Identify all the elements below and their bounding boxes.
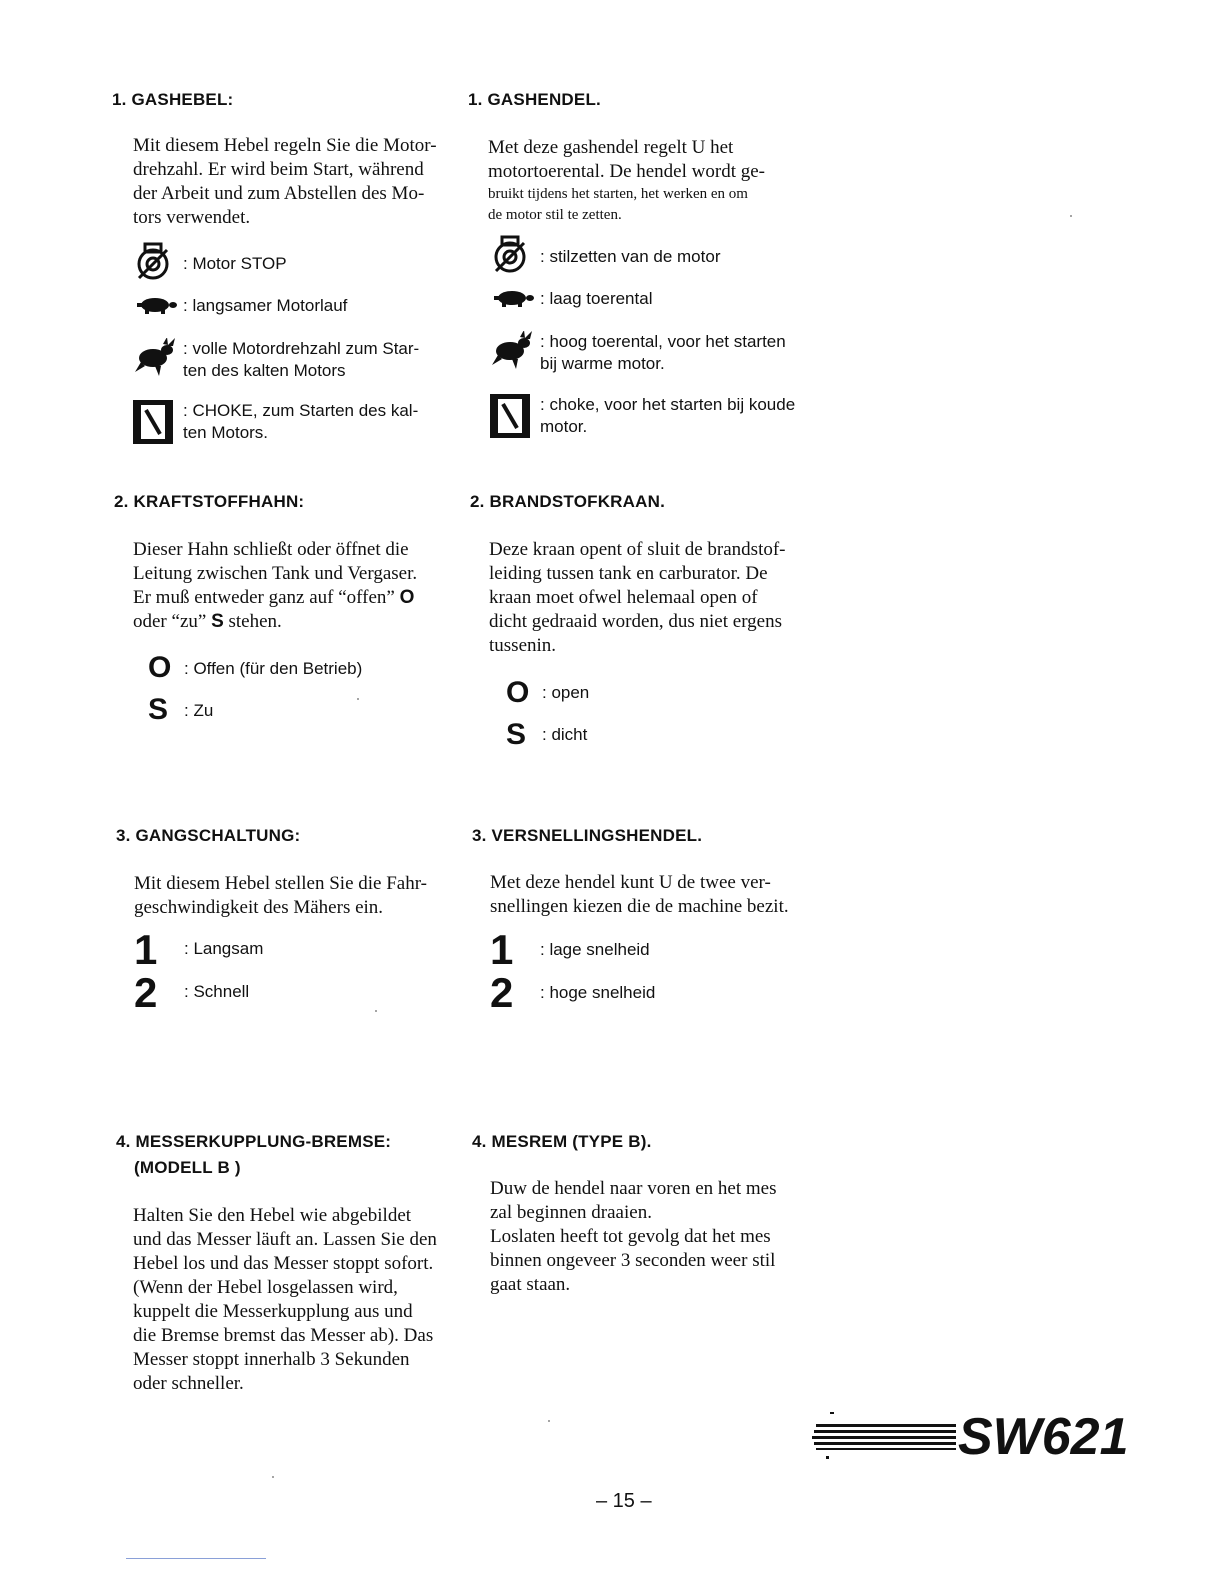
divider-line bbox=[126, 1558, 266, 1559]
text-line: (Wenn der Hebel losgelassen wird, bbox=[133, 1277, 398, 1298]
scan-speck bbox=[357, 698, 359, 700]
legend-item-slow bbox=[133, 295, 347, 317]
legend-text: : stilzetten van de motor bbox=[540, 247, 721, 266]
paragraph-gangschaltung bbox=[134, 872, 444, 920]
text-line: die Bremse bremst das Messer ab). Das bbox=[133, 1325, 434, 1346]
section-heading-gashebel: 1. GASHEBEL: bbox=[112, 90, 234, 109]
paragraph-versnellingshendel bbox=[490, 871, 805, 919]
legend-item-fast bbox=[133, 338, 419, 382]
text-line: tussenin. bbox=[489, 635, 557, 656]
legend-item-closed bbox=[148, 693, 214, 726]
legend-text: : dicht bbox=[542, 725, 588, 744]
legend-text: : laag toerental bbox=[540, 289, 653, 308]
legend-item-motor-stop-nl bbox=[490, 233, 720, 275]
section-heading-gashendel: 1. GASHENDEL. bbox=[468, 90, 601, 109]
open-glyph: O bbox=[148, 651, 172, 684]
legend-text: : Schnell bbox=[184, 982, 250, 1001]
legend-item-open bbox=[148, 651, 363, 684]
scan-speck bbox=[272, 1476, 274, 1478]
text-line: und das Messer läuft an. Lassen Sie den bbox=[133, 1229, 437, 1250]
text-line: kraan moet ofwel helemaal open of bbox=[489, 587, 758, 608]
open-glyph: O bbox=[506, 676, 530, 709]
inline-s-glyph: S bbox=[211, 611, 224, 632]
scan-speck bbox=[375, 1010, 377, 1012]
gear-1-glyph: 1 bbox=[134, 926, 158, 973]
section-heading-mesrem: 4. MESREM (TYPE B). bbox=[472, 1132, 652, 1151]
text-line: bruikt tijdens het starten, het werken en om bbox=[488, 186, 748, 202]
section-subheading-modell-b: (MODELL B ) bbox=[134, 1158, 241, 1177]
legend-text: : langsamer Motorlauf bbox=[183, 296, 348, 315]
text-line: Messer stoppt innerhalb 3 Sekunden bbox=[133, 1349, 410, 1370]
text-line: de motor stil te zetten. bbox=[488, 207, 622, 223]
text-fragment: stehen. bbox=[223, 611, 282, 632]
legend-text: : open bbox=[542, 683, 590, 702]
turtle-slow-icon bbox=[490, 288, 540, 308]
legend-text: : Langsam bbox=[184, 939, 264, 958]
text-line: Leitung zwischen Tank und Vergaser. bbox=[133, 563, 418, 584]
text-line: Duw de hendel naar voren en het mes bbox=[490, 1178, 777, 1199]
turtle-slow-icon bbox=[133, 295, 183, 315]
text-line: Loslaten heeft tot gevolg dat het mes bbox=[490, 1226, 771, 1247]
paragraph-gashendel bbox=[488, 136, 803, 226]
text-line: leiding tussen tank en carburator. De bbox=[489, 563, 768, 584]
legend-text: : Motor STOP bbox=[183, 254, 287, 273]
closed-glyph: S bbox=[148, 693, 169, 726]
paragraph-messerkupplung bbox=[133, 1204, 443, 1396]
legend-text: : hoge snelheid bbox=[540, 983, 656, 1002]
text-line: binnen ongeveer 3 seconden weer stil bbox=[490, 1250, 776, 1271]
gear-1-glyph: 1 bbox=[490, 926, 514, 973]
text-line: Deze kraan opent of sluit de brandstof- bbox=[489, 539, 786, 560]
gear-2-glyph: 2 bbox=[490, 969, 514, 1016]
closed-glyph: S bbox=[506, 718, 527, 751]
text-line: tors verwendet. bbox=[133, 207, 251, 228]
legend-item-gear-2-nl bbox=[490, 969, 656, 1016]
text-line: Met deze gashendel regelt U het bbox=[488, 137, 734, 158]
legend-item-choke bbox=[133, 400, 418, 444]
text-line bbox=[133, 586, 443, 610]
legend-item-gear-2 bbox=[134, 969, 250, 1016]
text-line: geschwindigkeit des Mähers ein. bbox=[134, 897, 384, 918]
text-line: drehzahl. Er wird beim Start, während bbox=[133, 159, 424, 180]
scan-speck bbox=[1070, 215, 1072, 217]
motor-stop-icon bbox=[490, 233, 540, 275]
legend-text: : choke, voor het starten bij koude motor. bbox=[540, 395, 796, 436]
section-heading-messerkupplung: 4. MESSERKUPPLUNG-BREMSE: bbox=[116, 1132, 392, 1151]
inline-o-glyph: O bbox=[399, 587, 415, 608]
text-line: Halten Sie den Hebel wie abgebildet bbox=[133, 1205, 412, 1226]
legend-item-slow-nl bbox=[490, 288, 652, 310]
hare-fast-icon bbox=[490, 331, 540, 371]
text-line: motortoerental. De hendel wordt ge- bbox=[488, 161, 765, 182]
legend-item-gear-1-nl bbox=[490, 926, 650, 973]
legend-item-choke-nl bbox=[490, 394, 795, 438]
text-line: Mit diesem Hebel regeln Sie die Motor- bbox=[133, 135, 437, 156]
legend-item-closed-nl bbox=[506, 718, 588, 751]
legend-text: : hoog toerental, voor het starten bij warme motor. bbox=[540, 332, 786, 373]
motor-stop-icon bbox=[133, 240, 183, 282]
text-line: der Arbeit und zum Abstellen des Mo- bbox=[133, 183, 425, 204]
legend-item-motor-stop bbox=[133, 240, 287, 282]
section-heading-gangschaltung: 3. GANGSCHALTUNG: bbox=[116, 826, 301, 845]
text-line: Met deze hendel kunt U de twee ver- bbox=[490, 872, 771, 893]
paragraph-mesrem bbox=[490, 1177, 805, 1297]
text-line: Hebel los und das Messer stoppt sofort. bbox=[133, 1253, 434, 1274]
text-line: dicht gedraaid worden, dus niet ergens bbox=[489, 611, 783, 632]
choke-icon bbox=[133, 400, 183, 444]
legend-text: : Zu bbox=[184, 701, 214, 720]
gear-2-glyph: 2 bbox=[134, 969, 158, 1016]
text-fragment: Er muß entweder ganz auf “offen” bbox=[133, 587, 400, 608]
text-line: snellingen kiezen die de machine bezit. bbox=[490, 896, 789, 917]
scan-speck bbox=[548, 1420, 550, 1422]
legend-text: : lage snelheid bbox=[540, 940, 650, 959]
legend-item-fast-nl bbox=[490, 331, 786, 375]
legend-item-open-nl bbox=[506, 676, 590, 709]
text-line: Dieser Hahn schließt oder öffnet die bbox=[133, 539, 409, 560]
page-number: – 15 – bbox=[596, 1490, 652, 1512]
text-fragment: oder “zu” bbox=[133, 611, 212, 632]
hare-fast-icon bbox=[133, 338, 183, 378]
legend-item-gear-1 bbox=[134, 926, 264, 973]
text-line: gaat staan. bbox=[490, 1274, 571, 1295]
text-line bbox=[133, 610, 443, 634]
text-line: kuppelt die Messerkupplung aus und bbox=[133, 1301, 413, 1322]
text-line: zal beginnen draaien. bbox=[490, 1202, 652, 1223]
brand-logo bbox=[812, 1398, 1164, 1468]
section-heading-brandstofkraan: 2. BRANDSTOFKRAAN. bbox=[470, 492, 666, 511]
legend-text: : volle Motordrehzahl zum Star- ten des kalten Motors bbox=[183, 339, 420, 380]
legend-text: : Offen (für den Betrieb) bbox=[184, 659, 363, 678]
paragraph-gashebel bbox=[133, 134, 443, 230]
choke-icon bbox=[490, 394, 540, 438]
section-heading-versnellingshendel: 3. VERSNELLINGSHENDEL. bbox=[472, 826, 703, 845]
paragraph-brandstofkraan bbox=[489, 538, 804, 658]
legend-text: : CHOKE, zum Starten des kal- ten Motors. bbox=[183, 401, 419, 442]
text-line: oder schneller. bbox=[133, 1373, 244, 1394]
logo-text: SW621 bbox=[958, 1408, 1129, 1466]
text-line: Mit diesem Hebel stellen Sie die Fahr- bbox=[134, 873, 427, 894]
section-heading-kraftstoffhahn: 2. KRAFTSTOFFHAHN: bbox=[114, 492, 305, 511]
paragraph-kraftstoffhahn bbox=[133, 538, 443, 634]
